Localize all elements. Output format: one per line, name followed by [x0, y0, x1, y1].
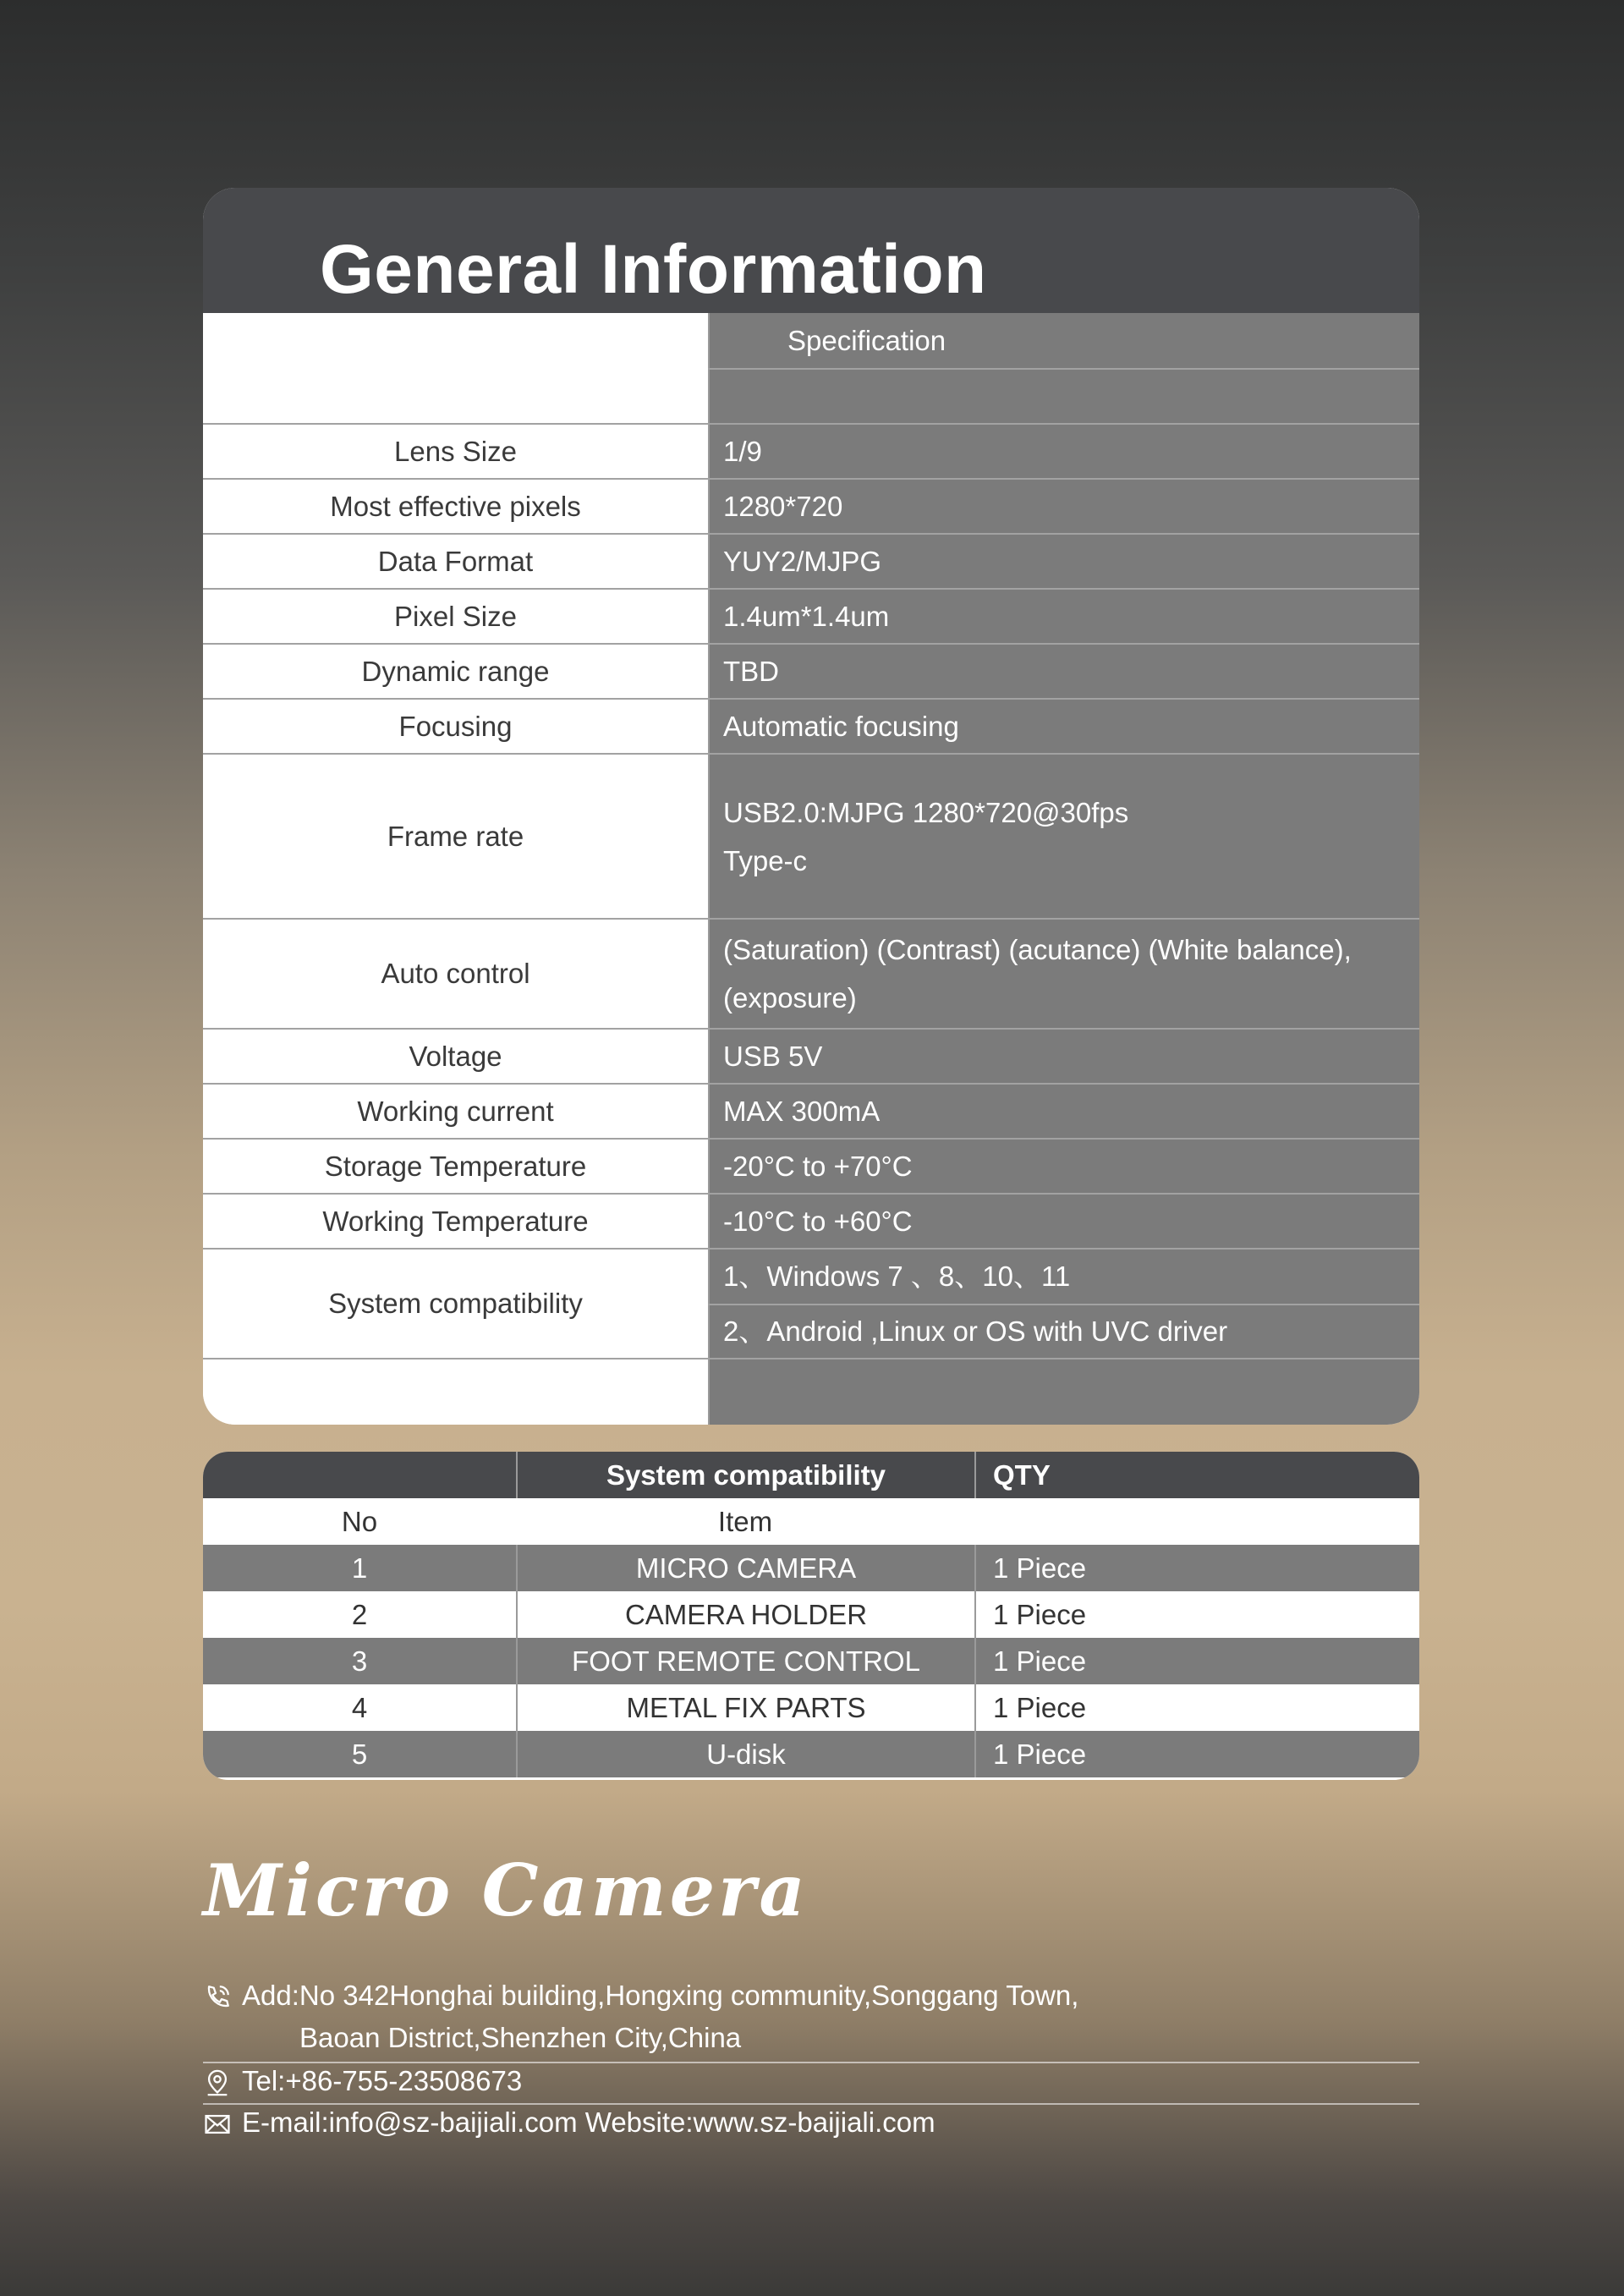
qty-cell: U-disk [516, 1731, 974, 1777]
spec-value [708, 480, 1419, 533]
qty-table [203, 1452, 1419, 1780]
qty-cell: No [341, 1505, 378, 1537]
spec-value-line: YUY2/MJPG [723, 546, 882, 577]
divider [203, 2103, 1419, 2105]
spec-label: Focusing [203, 700, 708, 753]
qty-cell: 3 [351, 1645, 368, 1677]
divider [203, 2062, 1419, 2063]
spec-value-line: -20°C to +70°C [723, 1151, 913, 1182]
spec-value [708, 590, 1419, 643]
contact-tel [203, 2065, 522, 2097]
spec-label: Working Temperature [203, 1195, 708, 1248]
spec-value [708, 755, 1419, 918]
spec-label: Most effective pixels [203, 480, 708, 533]
row-divider [708, 1304, 1419, 1305]
spec-row [203, 1083, 1419, 1138]
tel-text: Tel:+86-755-23508673 [242, 2065, 523, 2096]
spec-label: Voltage [203, 1030, 708, 1083]
table-row [203, 1731, 1419, 1777]
spec-row [203, 753, 1419, 918]
spec-value-line: MAX 300mA [723, 1096, 881, 1127]
spec-row [203, 643, 1419, 698]
qty-cell: QTY [974, 1452, 1419, 1498]
spec-row [203, 1248, 1419, 1358]
spec-value-line: USB 5V [723, 1041, 823, 1072]
spec-value-line: 1/9 [723, 436, 762, 467]
contact-email [203, 2106, 935, 2139]
spec-label: Data Format [203, 535, 708, 588]
spec-label: Working current [203, 1085, 708, 1138]
spec-value [708, 1140, 1419, 1193]
spec-label: Auto control [203, 920, 708, 1028]
spec-value-line: (exposure) [723, 982, 857, 1013]
spec-label: System compatibility [203, 1250, 708, 1358]
spec-header-row-empty [203, 368, 1419, 423]
spec-label: Dynamic range [203, 645, 708, 698]
qty-cell: 1 Piece [974, 1731, 1419, 1777]
address-line-1: Add:No 342Honghai building,Hongxing community,Songgang Town, [242, 1980, 1079, 2011]
spec-label: Frame rate [203, 755, 708, 918]
spec-value [708, 1195, 1419, 1248]
spec-label: Lens Size [203, 425, 708, 478]
spec-value-line: (Saturation) (Contrast) (acutance) (White balance), [723, 934, 1352, 965]
table-row [203, 1684, 1419, 1731]
qty-cell: 4 [351, 1691, 368, 1723]
qty-cell: 1 Piece [974, 1638, 1419, 1684]
spec-row [203, 423, 1419, 478]
spec-value [708, 1030, 1419, 1083]
phone-icon [203, 1983, 232, 2012]
spec-value [708, 535, 1419, 588]
spec-card [203, 188, 1419, 1425]
spec-row [203, 1028, 1419, 1083]
spec-header-label: Specification [708, 313, 1419, 368]
qty-cell: 1 [351, 1552, 368, 1584]
spec-label: Pixel Size [203, 590, 708, 643]
contact-address [203, 1980, 1078, 2012]
qty-cell: 1 Piece [974, 1684, 1419, 1731]
qty-cell [203, 1452, 516, 1498]
qty-cell: METAL FIX PARTS [516, 1684, 974, 1731]
mail-icon [203, 2110, 232, 2139]
spec-value-line: 1280*720 [723, 491, 843, 522]
qty-cell: System compatibility [516, 1452, 974, 1498]
spec-value-line: 1.4um*1.4um [723, 601, 890, 632]
spec-value [708, 425, 1419, 478]
spec-value-line: -10°C to +60°C [723, 1206, 913, 1237]
spec-row [203, 588, 1419, 643]
spec-row [203, 1193, 1419, 1248]
spec-value [708, 1085, 1419, 1138]
spec-header [203, 188, 1419, 313]
email-text: E-mail:info@sz-baijiali.com Website:www.sz-baijiali.com [242, 2106, 935, 2138]
spec-value-line: 2、Android ,Linux or OS with UVC driver [723, 1316, 1228, 1347]
spec-row [203, 698, 1419, 753]
qty-subheader-row [203, 1498, 1419, 1545]
spec-row [203, 918, 1419, 1028]
spec-value-line: 1、Windows 7 、8、10、11 [723, 1261, 1071, 1292]
qty-cell: MICRO CAMERA [516, 1545, 974, 1591]
address-line-2: Baoan District,Shenzhen City,China [299, 2022, 742, 2053]
spec-value [708, 645, 1419, 698]
spec-table [203, 313, 1419, 1425]
qty-cell: CAMERA HOLDER [516, 1591, 974, 1638]
table-row [203, 1591, 1419, 1638]
spec-label: Storage Temperature [203, 1140, 708, 1193]
qty-cell: 1 Piece [974, 1591, 1419, 1638]
qty-header-row [203, 1452, 1419, 1498]
spec-value [708, 700, 1419, 753]
qty-cell: 1 Piece [974, 1545, 1419, 1591]
qty-cell: Item [717, 1505, 773, 1537]
spec-footer-row [203, 1358, 1419, 1425]
qty-cell: FOOT REMOTE CONTROL [516, 1638, 974, 1684]
spec-row [203, 1138, 1419, 1193]
table-row [203, 1638, 1419, 1684]
qty-cell: 2 [351, 1598, 368, 1630]
qty-cell: 5 [351, 1738, 368, 1770]
spec-value-line: TBD [723, 656, 779, 687]
spec-value-line: Automatic focusing [723, 711, 959, 742]
spec-row [203, 478, 1419, 533]
spec-value [708, 920, 1419, 1028]
qty-cell [974, 1498, 1419, 1545]
spec-value-line: Type-c [723, 844, 808, 876]
spec-value-line: USB2.0:MJPG 1280*720@30fps [723, 796, 1129, 828]
location-icon [203, 2068, 232, 2097]
brand-logo: Micro Camera [203, 1848, 809, 1932]
page-title: General Information [320, 231, 987, 308]
table-row [203, 1545, 1419, 1591]
spec-row [203, 533, 1419, 588]
